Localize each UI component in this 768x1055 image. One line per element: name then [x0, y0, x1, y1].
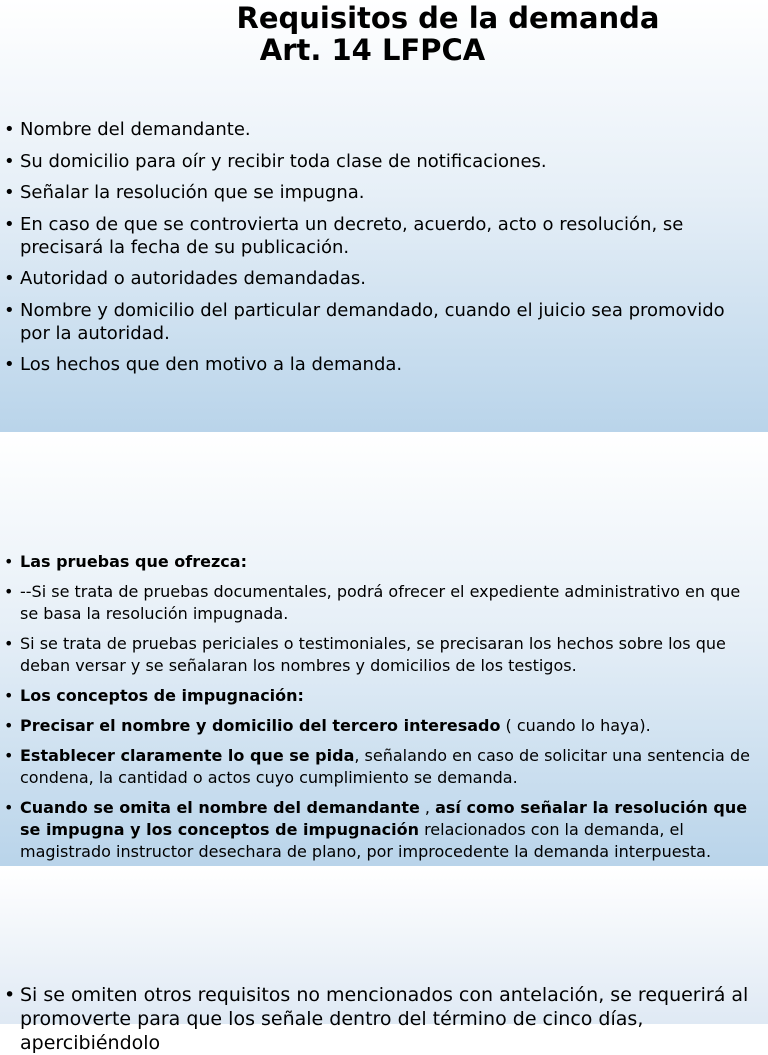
list-item	[4, 797, 758, 863]
list-item: • Si se omiten otros requisitos no mencionados con antelación, se requerirá al promoverte para que los señale dentro del término de cinco días, apercibiéndolo	[4, 983, 758, 1055]
list-item: • Los hechos que den motivo a la demanda.	[4, 353, 758, 376]
bold-text: Precisar el nombre y domicilio del tercero interesado	[20, 716, 501, 735]
list-item: • Si se trata de pruebas periciales o testimoniales, se precisaran los hechos sobre los que deban versar y se señalaran los nombres y domicilios de los testigos.	[4, 633, 758, 677]
slide-requisitos	[0, 0, 768, 432]
other-requirements-list	[4, 983, 758, 1055]
slide-pruebas	[0, 434, 768, 866]
list-item	[4, 715, 758, 737]
requirements-list	[4, 118, 758, 385]
title-line-2: Art. 14 LFPCA	[259, 33, 486, 67]
plain-text: relacionados con la demanda, el magistrado instructor desechara de plano, por improcedente la demanda interpuesta.	[20, 820, 712, 861]
slide-otros-requisitos	[0, 868, 768, 1054]
list-item	[4, 745, 758, 789]
list-item	[4, 685, 758, 707]
evidence-list	[4, 551, 758, 871]
bold-text: Los conceptos de impugnación:	[20, 686, 304, 705]
list-item: • Señalar la resolución que se impugna.	[4, 181, 758, 204]
list-item: • Nombre y domicilio del particular demandado, cuando el juicio sea promovido por la autoridad.	[4, 299, 758, 345]
bold-text: Establecer claramente lo que se pida	[20, 746, 355, 765]
plain-text: , señalando en caso de solicitar una sentencia de condena, la cantidad o actos cuyo cumplimiento se demanda.	[20, 746, 750, 787]
list-item: • En caso de que se controvierta un decreto, acuerdo, acto o resolución, se precisará la fecha de su publicación.	[4, 213, 758, 259]
slide-title	[0, 2, 768, 66]
bold-text: Cuando se omita el nombre del demandante	[20, 798, 420, 817]
plain-text: ,	[419, 798, 436, 817]
title-line-1: Requisitos de la demanda	[236, 1, 660, 35]
list-item: • --Si se trata de pruebas documentales, podrá ofrecer el expediente administrativo en que se basa la resolución impugnada.	[4, 581, 758, 625]
list-item: • Autoridad o autoridades demandadas.	[4, 267, 758, 290]
plain-text: ( cuando lo haya).	[500, 716, 651, 735]
bold-text: Las pruebas que ofrezca:	[20, 552, 247, 571]
list-item: • Su domicilio para oír y recibir toda clase de notificaciones.	[4, 150, 758, 173]
list-item: • Nombre del demandante.	[4, 118, 758, 141]
bold-text: así como señalar la resolución que se impugna y los conceptos de impugnación	[20, 798, 748, 839]
list-item	[4, 551, 758, 573]
